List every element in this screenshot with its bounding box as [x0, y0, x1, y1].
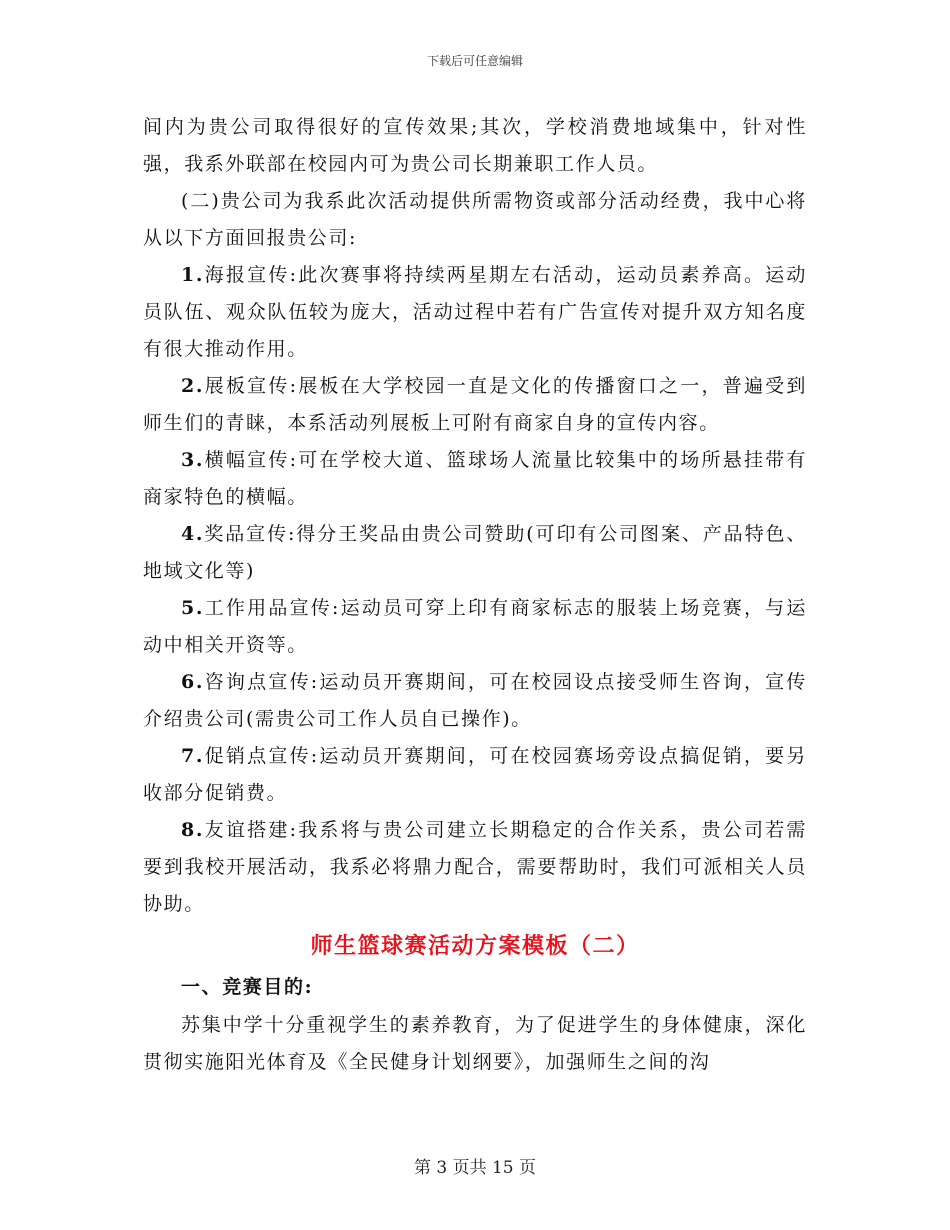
paragraph-continuation: 间内为贵公司取得很好的宣传效果;其次，学校消费地域集中，针对性强，我系外联部在校园内可为贵公司长期兼职工作人员。 [143, 116, 807, 175]
list-item-text: 横幅宣传:可在学校大道、篮球场人流量比较集中的场所悬挂带有商家特色的横幅。 [143, 449, 807, 508]
list-item-number: 2. [181, 375, 205, 397]
section-title: 师生篮球赛活动方案模板（二） [310, 933, 640, 959]
list-item [143, 812, 807, 923]
list-item [143, 516, 807, 590]
list-item-text: 咨询点宣传:运动员开赛期间，可在校园设点接受师生咨询，宣传介绍贵公司(需贵公司工作人员自已操作)。 [143, 671, 807, 730]
list-item [143, 738, 807, 812]
section-paragraph: 苏集中学十分重视学生的素养教育，为了促进学生的身体健康，深化贯彻实施阳光体育及《全民健身计划纲要》，加强师生之间的沟 [143, 1014, 807, 1073]
list-item-number: 3. [181, 449, 205, 471]
paragraph-sponsorship-intro: (二)贵公司为我系此次活动提供所需物资或部分活动经费，我中心将从以下方面回报贵公司: [143, 190, 807, 249]
list-item [143, 664, 807, 738]
list-item-number: 1. [181, 264, 205, 286]
list-item-text: 展板宣传:展板在大学校园一直是文化的传播窗口之一，普遍受到师生们的青睐，本系活动列展板上可附有商家自身的宣传内容。 [143, 375, 807, 434]
list-item-text: 促销点宣传:运动员开赛期间，可在校园赛场旁设点搞促销，要另收部分促销费。 [143, 745, 807, 804]
list-item-text: 工作用品宣传:运动员可穿上印有商家标志的服装上场竞赛，与运动中相关开资等。 [143, 597, 807, 656]
section-heading: 一、竞赛目的: [181, 976, 314, 998]
list-item [143, 442, 807, 516]
list-item [143, 368, 807, 442]
header-note: 下载后可任意编辑 [426, 54, 523, 68]
list-item-number: 4. [181, 523, 205, 545]
list-item-text: 奖品宣传:得分王奖品由贵公司赞助(可印有公司图案、产品特色、地域文化等) [143, 523, 807, 582]
document-body [143, 109, 807, 1081]
list-item-number: 8. [181, 819, 205, 841]
list-item-number: 7. [181, 745, 205, 767]
list-item-text: 海报宣传:此次赛事将持续两星期左右活动，运动员素养高。运动员队伍、观众队伍较为庞大，活动过程中若有广告宣传对提升双方知名度有很大推动作用。 [143, 264, 807, 360]
list-item-number: 6. [181, 671, 205, 693]
list-item-text: 友谊搭建:我系将与贵公司建立长期稳定的合作关系，贵公司若需要到我校开展活动，我系必将鼎力配合，需要帮助时，我们可派相关人员协助。 [143, 819, 807, 915]
list-item [143, 257, 807, 368]
list-item [143, 590, 807, 664]
page-footer: 第 3 页共 15 页 [413, 1158, 537, 1178]
list-item-number: 5. [181, 597, 205, 619]
